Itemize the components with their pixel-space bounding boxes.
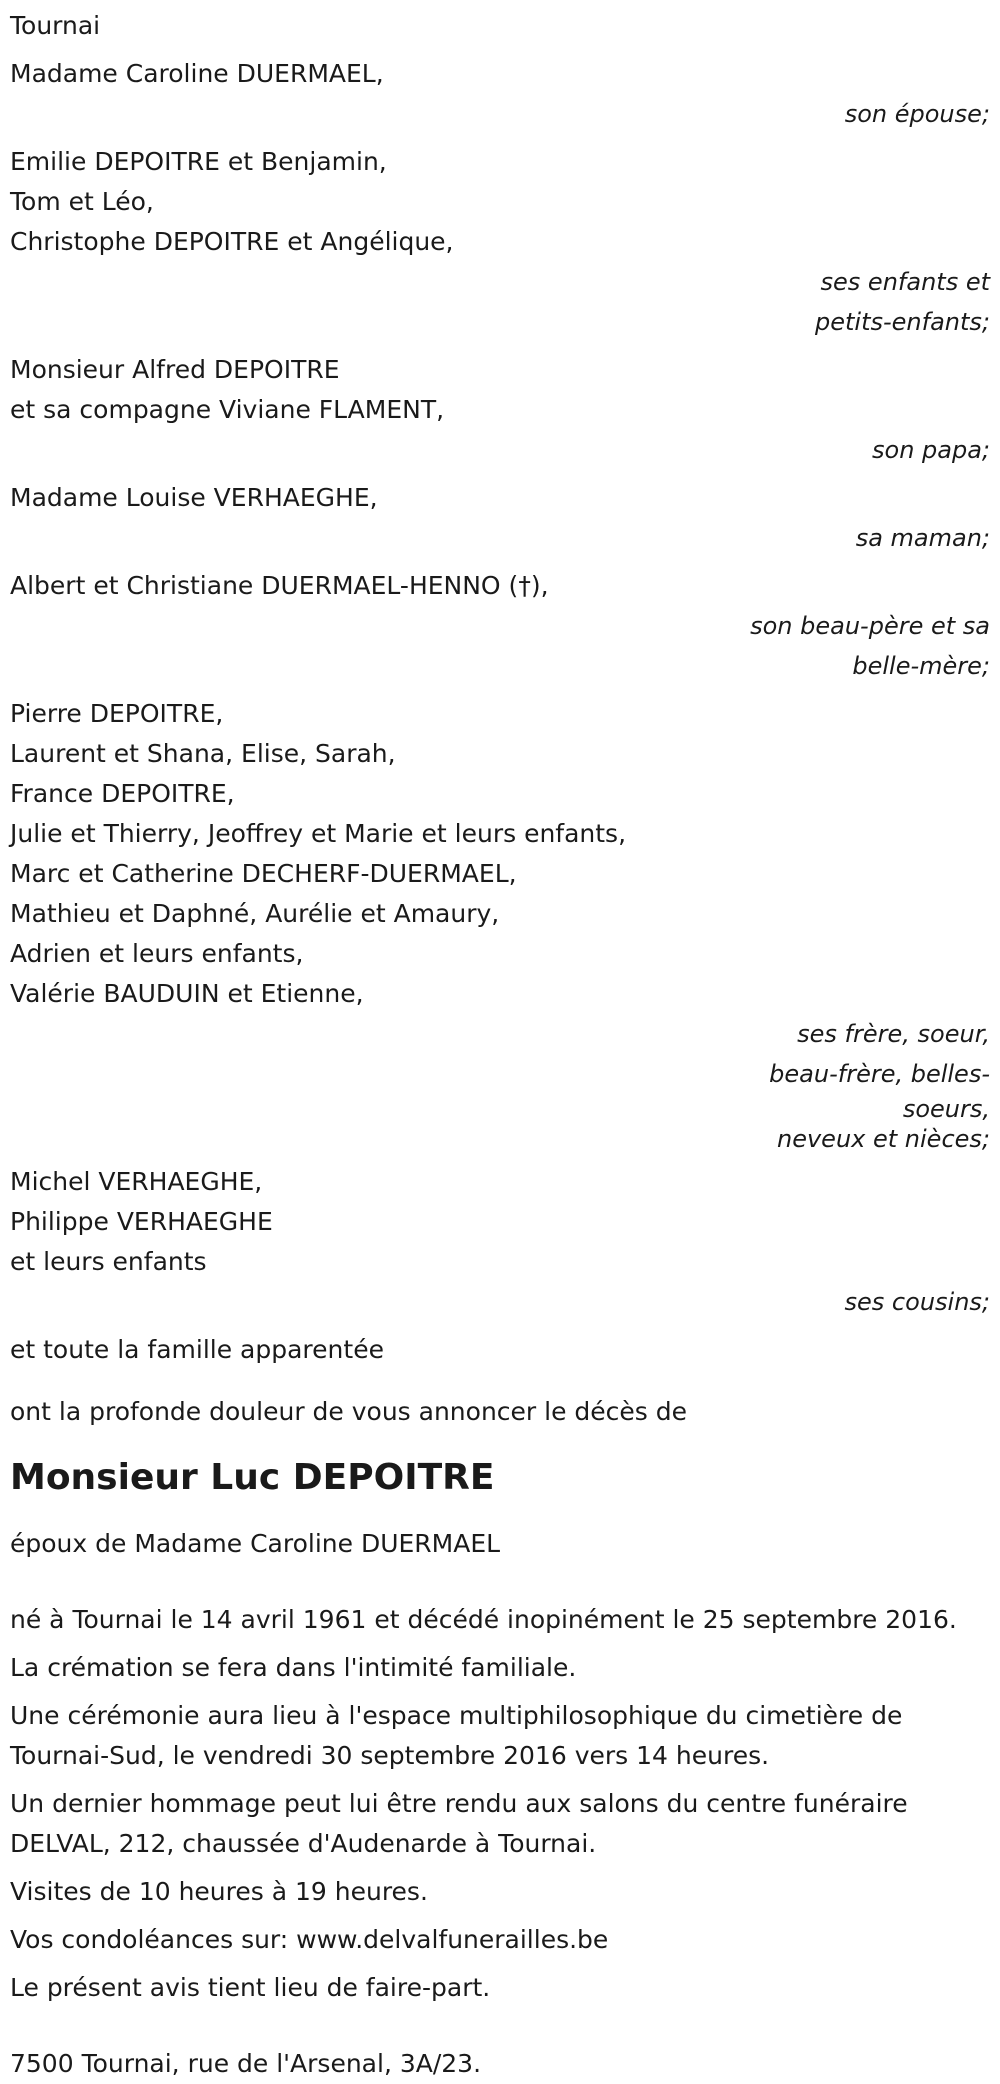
announcement-text: ont la profonde douleur de vous annoncer le décès de — [10, 1397, 688, 1426]
family-member-line: Tom et Léo, — [10, 187, 154, 216]
visiting-hours: Visites de 10 heures à 19 heures. — [10, 1877, 428, 1906]
family-member-line: et leurs enfants — [10, 1247, 207, 1276]
family-member-line: Albert et Christiane DUERMAEL-HENNO (†), — [10, 571, 549, 600]
family-role: soeurs, — [902, 1095, 990, 1123]
family-role: petits-enfants; — [815, 308, 990, 336]
family-member-line: Philippe VERHAEGHE — [10, 1207, 273, 1236]
family-role: neveux et nièces; — [777, 1125, 990, 1153]
family-member-line: Adrien et leurs enfants, — [10, 939, 304, 968]
spouse-line: époux de Madame Caroline DUERMAEL — [10, 1529, 501, 1558]
ceremony-details: Une cérémonie aura lieu à l'espace multiphilosophique du cimetière de Tournai-Sud, le vendredi 30 septembre 2016 vers 14 heures. — [10, 1701, 903, 1770]
family-member-line: France DEPOITRE, — [10, 779, 235, 808]
family-member-line: Laurent et Shana, Elise, Sarah, — [10, 739, 396, 768]
birth-death-details: né à Tournai le 14 avril 1961 et décédé inopinément le 25 septembre 2016. — [10, 1605, 957, 1634]
family-role: son épouse; — [844, 100, 990, 128]
family-member-line: Madame Caroline DUERMAEL, — [10, 59, 384, 88]
family-member-line: Madame Louise VERHAEGHE, — [10, 483, 378, 512]
notice-note: Le présent avis tient lieu de faire-part. — [10, 1973, 491, 2002]
family-member-line: Pierre DEPOITRE, — [10, 699, 224, 728]
family-role: son papa; — [872, 436, 990, 464]
family-member-line: et sa compagne Viviane FLAMENT, — [10, 395, 445, 424]
city-heading: Tournai — [10, 11, 101, 40]
family-member-line: Michel VERHAEGHE, — [10, 1167, 263, 1196]
family-role: ses cousins; — [844, 1288, 990, 1316]
family-role: beau-frère, belles- — [769, 1060, 990, 1088]
family-member-line: Emilie DEPOITRE et Benjamin, — [10, 147, 387, 176]
family-role: ses enfants et — [820, 268, 990, 296]
family-role: ses frère, soeur, — [797, 1020, 990, 1048]
condolences-website: Vos condoléances sur: www.delvalfunerailles.be — [10, 1925, 609, 1954]
deceased-name: Monsieur Luc DEPOITRE — [10, 1457, 495, 1498]
family-member-line: Valérie BAUDUIN et Etienne, — [10, 979, 364, 1008]
extended-family-line: et toute la famille apparentée — [10, 1335, 384, 1364]
family-role: son beau-père et sa — [750, 612, 990, 640]
family-member-line: Mathieu et Daphné, Aurélie et Amaury, — [10, 899, 500, 928]
tribute-details: Un dernier hommage peut lui être rendu aux salons du centre funéraire DELVAL, 212, chaussée d'Audenarde à Tournai. — [10, 1789, 908, 1858]
cremation-note: La crémation se fera dans l'intimité familiale. — [10, 1653, 577, 1682]
family-member-line: Christophe DEPOITRE et Angélique, — [10, 227, 454, 256]
family-member-line: Julie et Thierry, Jeoffrey et Marie et leurs enfants, — [10, 819, 627, 848]
family-member-line: Marc et Catherine DECHERF-DUERMAEL, — [10, 859, 517, 888]
family-address: 7500 Tournai, rue de l'Arsenal, 3A/23. — [10, 2049, 482, 2078]
family-role: sa maman; — [855, 524, 990, 552]
family-role: belle-mère; — [852, 652, 990, 680]
family-member-line: Monsieur Alfred DEPOITRE — [10, 355, 340, 384]
obituary-notice — [10, 6, 998, 2084]
